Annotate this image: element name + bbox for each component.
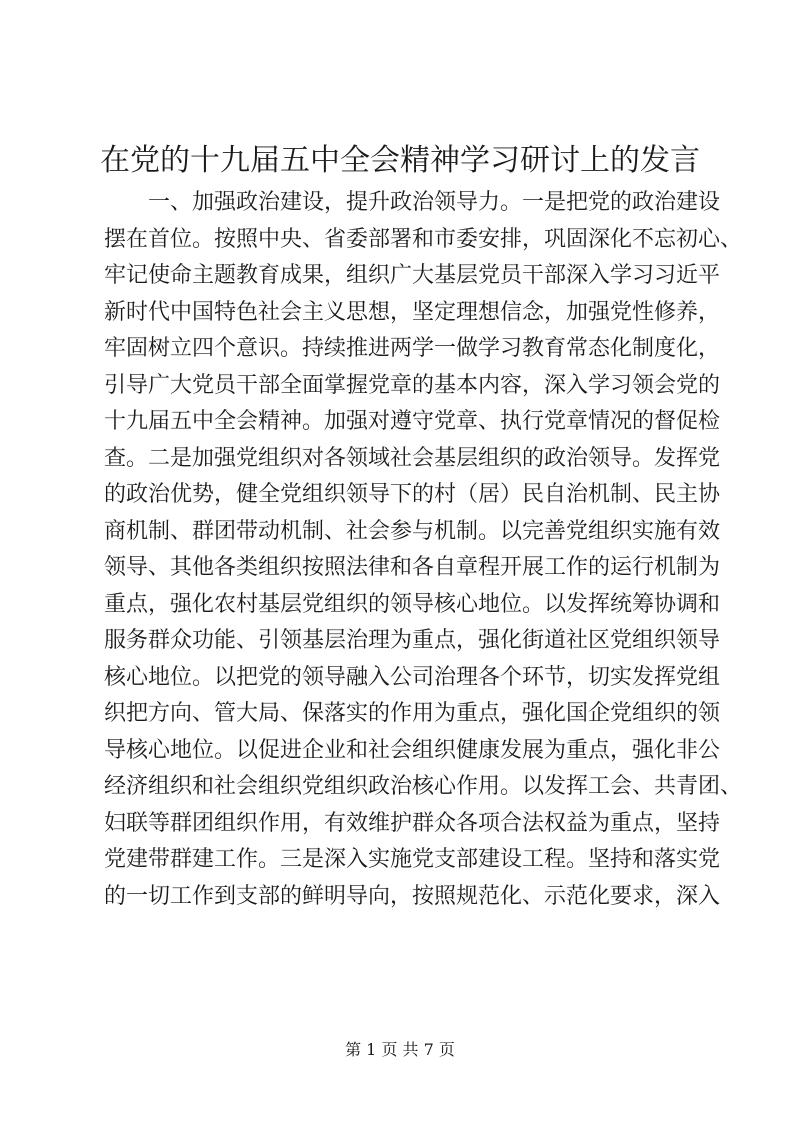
body-line: 的一切工作到支部的鲜明导向，按照规范化、示范化要求，深入	[104, 883, 721, 909]
body-line: 十九届五中全会精神。加强对遵守党章、执行党章情况的督促检	[104, 409, 721, 434]
body-line: 牢固树立四个意识。持续推进两学一做学习教育常态化制度化，	[104, 336, 721, 361]
body-line: 经济组织和社会组织党组织政治核心作用。以发挥工会、共青团、	[104, 774, 743, 799]
body-line: 的政治优势，健全党组织领导下的村（居）民自治机制、民主协	[104, 482, 721, 507]
page-number: 第 1 页 共 7 页	[345, 1040, 455, 1059]
body-line: 牢记使命主题教育成果，组织广大基层党员干部深入学习习近平	[104, 263, 721, 288]
document-body	[104, 185, 743, 915]
body-line: 摆在首位。按照中央、省委部署和市委安排，巩固深化不忘初心、	[104, 226, 743, 252]
body-line: 领导、其他各类组织按照法律和各自章程开展工作的运行机制为	[104, 555, 721, 580]
document-title: 在党的十九届五中全会精神学习研讨上的发言	[100, 143, 700, 178]
body-line: 新时代中国特色社会主义思想，坚定理想信念，加强党性修养，	[104, 299, 721, 325]
page-footer	[0, 1040, 800, 1060]
body-line: 一、加强政治建设，提升政治领导力。一是把党的政治建设	[148, 190, 721, 215]
body-line: 服务群众功能、引领基层治理为重点，强化街道社区党组织领导	[104, 628, 721, 653]
body-line: 妇联等群团组织作用，有效维护群众各项合法权益为重点，坚持	[104, 810, 721, 836]
body-line: 查。二是加强党组织对各领域社会基层组织的政治领导。发挥党	[104, 445, 721, 471]
body-line: 核心地位。以把党的领导融入公司治理各个环节，切实发挥党组	[104, 664, 721, 690]
body-line: 导核心地位。以促进企业和社会组织健康发展为重点，强化非公	[104, 737, 721, 763]
body-line: 重点，强化农村基层党组织的领导核心地位。以发挥统筹协调和	[104, 591, 721, 617]
body-line: 织把方向、管大局、保落实的作用为重点，强化国企党组织的领	[104, 701, 721, 726]
body-line: 引导广大党员干部全面掌握党章的基本内容，深入学习领会党的	[104, 372, 721, 398]
body-line: 商机制、群团带动机制、社会参与机制。以完善党组织实施有效	[104, 518, 721, 544]
body-line: 党建带群建工作。三是深入实施党支部建设工程。坚持和落实党	[104, 847, 721, 872]
